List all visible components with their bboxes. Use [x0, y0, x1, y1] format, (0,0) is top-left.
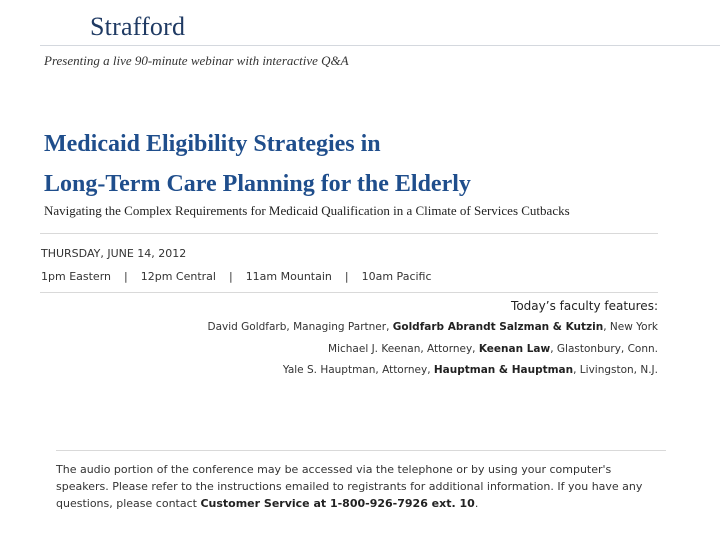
faculty-firm: Keenan Law [478, 343, 551, 355]
faculty-name-title: Michael J. Keenan, Attorney, [328, 343, 479, 355]
webinar-times [41, 270, 432, 283]
time-central: 12pm Central [140, 270, 216, 283]
faculty-firm: Goldfarb Abrandt Salzman & Kutzin [392, 321, 604, 333]
section-divider [40, 292, 658, 293]
time-eastern: 1pm Eastern [41, 270, 111, 283]
faculty-location: , New York [603, 321, 658, 333]
notice-divider [56, 450, 666, 451]
time-separator: | [344, 270, 349, 283]
faculty-location: , Glastonbury, Conn. [550, 343, 658, 355]
time-separator: | [228, 270, 233, 283]
faculty-member [328, 343, 658, 355]
faculty-member [283, 364, 658, 376]
webinar-title-line-2: Long-Term Care Planning for the Elderly [44, 171, 471, 197]
faculty-name-title: Yale S. Hauptman, Attorney, [282, 364, 434, 376]
strafford-logo: Strafford [90, 12, 186, 41]
header-divider [40, 45, 720, 46]
audio-notice [56, 461, 656, 512]
tagline: Presenting a live 90-minute webinar with interactive Q&A [44, 53, 349, 68]
faculty-heading: Today’s faculty features: [511, 299, 658, 313]
webinar-subtitle: Navigating the Complex Requirements for Medicaid Qualification in a Climate of Services Cutbacks [44, 203, 570, 218]
customer-service-contact: Customer Service at 1-800-926-7926 ext. 10 [200, 497, 475, 510]
time-pacific: 10am Pacific [361, 270, 432, 283]
webinar-date: THURSDAY, JUNE 14, 2012 [41, 247, 187, 260]
time-separator: | [124, 270, 128, 283]
section-divider [40, 233, 658, 234]
webinar-title-line-1: Medicaid Eligibility Strategies in [44, 131, 381, 157]
audio-notice-end: . [474, 497, 479, 510]
audio-notice-text: The audio portion of the conference may be accessed via the telephone or by using your computer's speakers. Please refer to the instructions emailed to registrants for additional information. If you have any questions, please contact [56, 463, 643, 510]
faculty-location: , Livingston, N.J. [573, 364, 658, 376]
faculty-firm: Hauptman & Hauptman [433, 364, 574, 376]
webinar-title [44, 124, 471, 204]
faculty-member [208, 321, 659, 333]
time-mountain: 11am Mountain [245, 270, 332, 283]
faculty-name-title: David Goldfarb, Managing Partner, [207, 321, 393, 333]
